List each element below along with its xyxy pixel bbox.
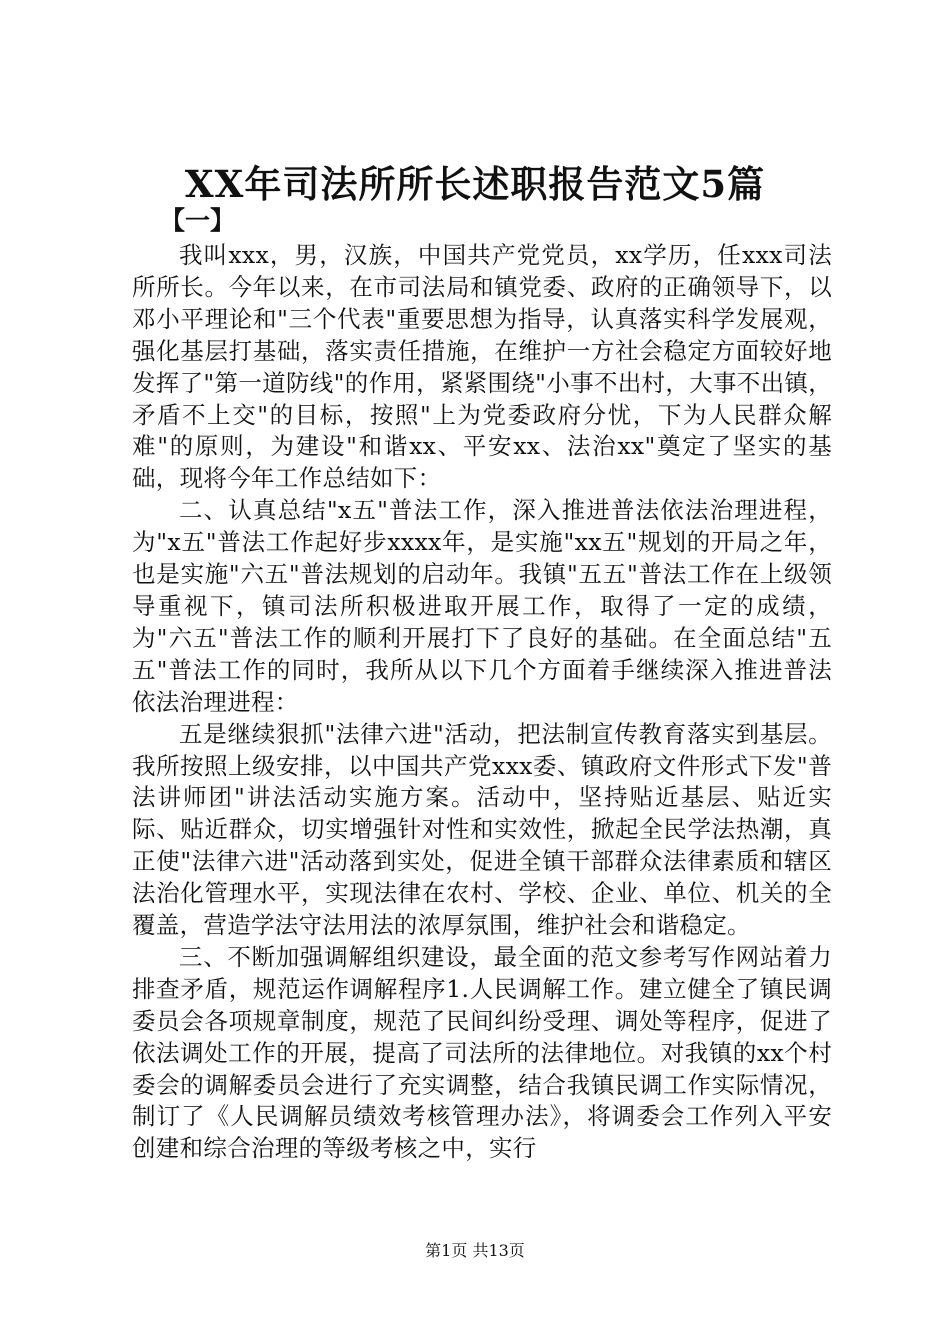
document-title: XX年司法所所长述职报告范文5篇 xyxy=(184,162,766,206)
page-footer: 第1页 共13页 xyxy=(425,1241,525,1260)
paragraph-intro: 我叫xxx，男，汉族，中国共产党党员，xx学历，任xxx司法所所长。今年以来，在市司法局和镇党委、政府的正确领导下，以邓小平理论和"三个代表"重要思想为指导，认真落实科学发展观，强化基层打基础，落实责任措施，在维护一方社会稳定方面较好地发挥了"第一道防线"的作用，紧紧围绕"小事不出村，大事不出镇，矛盾不上交"的目标，按照"上为党委政府分忧，下为人民群众解难"的原则，为建设"和谐xx、平安xx、法治xx"奠定了坚实的基础，现将今年工作总结如下： xyxy=(132,241,832,493)
paragraph-legal-education: 二、认真总结"x五"普法工作，深入推进普法依法治理进程，为"x五"普法工作起好步xxxx年，是实施"xx五"规划的开局之年，也是实施"六五"普法规划的启动年。我镇"五五"普法工作在上级领导重视下，镇司法所积极进取开展工作，取得了一定的成绩，为"六五"普法工作的顺利开展打下了良好的基础。在全面总结"五五"普法工作的同时，我所从以下几个方面着手继续深入推进普法依法治理进程： xyxy=(132,496,832,716)
paragraph-law-six-entries: 五是继续狠抓"法律六进"活动，把法制宣传教育落实到基层。我所按照上级安排，以中国共产党xxx委、镇政府文件形式下发"普法讲师团"讲法活动实施方案。活动中，坚持贴近基层、贴近实际、贴近群众，切实增强针对性和实效性，掀起全民学法热潮，真正使"法律六进"活动落到实处，促进全镇干部群众法律素质和辖区法治化管理水平，实现法律在农村、学校、企业、单位、机关的全覆盖，营造学法守法用法的浓厚氛围，维护社会和谐稳定。 xyxy=(132,719,832,940)
section-heading: 【一】 xyxy=(160,206,236,235)
document-body xyxy=(132,240,832,1165)
paragraph-mediation: 三、不断加强调解组织建设，最全面的范文参考写作网站着力排查矛盾，规范运作调解程序1.人民调解工作。建立健全了镇民调委员会各项规章制度，规范了民间纠纷受理、调处等程序，促进了依法调处工作的开展，提高了司法所的法律地位。对我镇的xx个村委会的调解委员会进行了充实调整，结合我镇民调工作实际情况，制订了《人民调解员绩效考核管理办法》，将调委会工作列入平安创建和综合治理的等级考核之中，实行 xyxy=(132,942,832,1163)
